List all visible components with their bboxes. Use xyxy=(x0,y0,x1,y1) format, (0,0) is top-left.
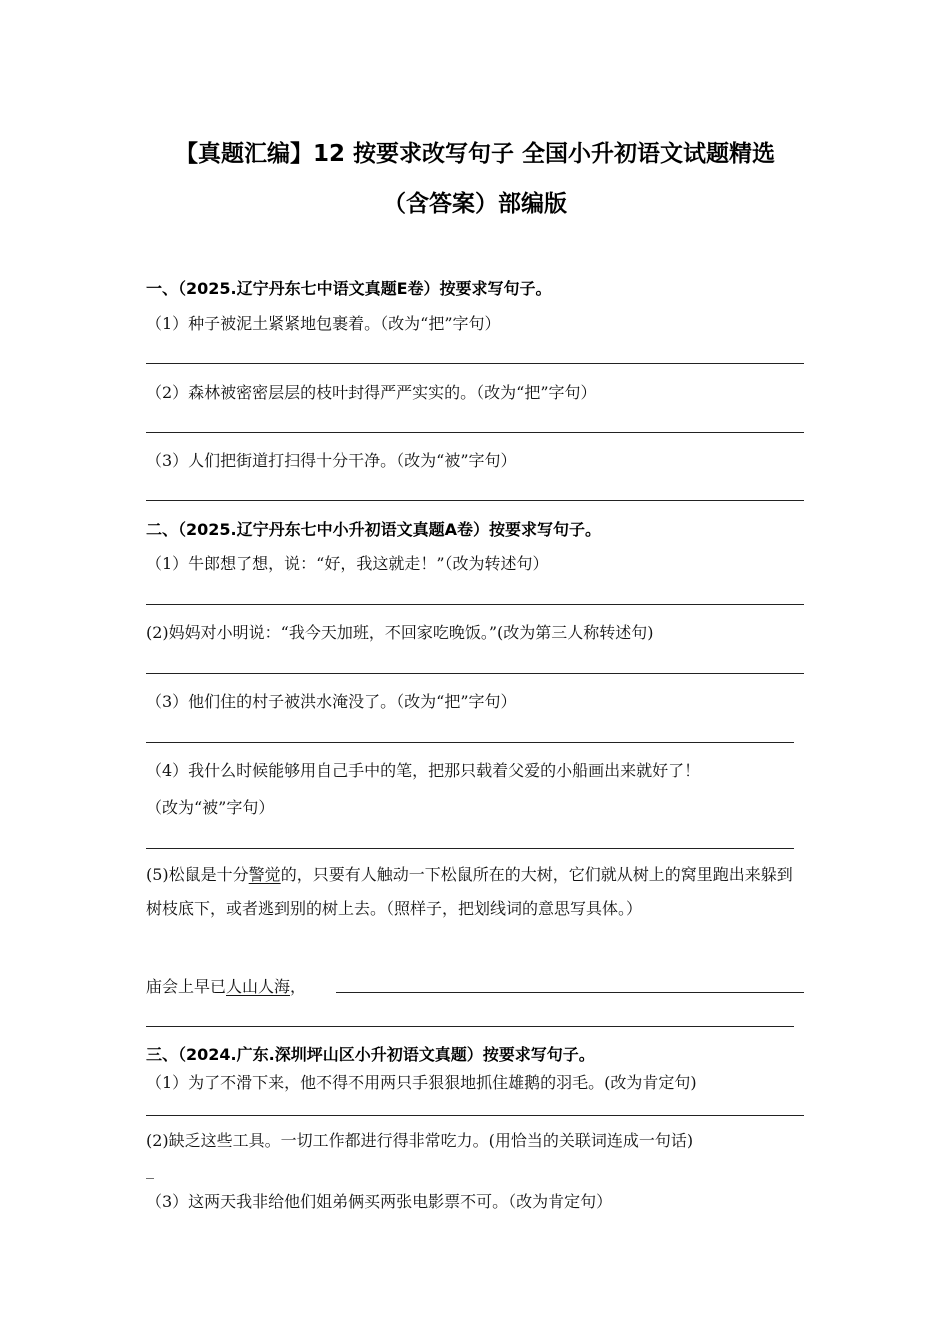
section-3-question-1: （1）为了不滑下来，他不得不用两只手狠狠地抓住雄鹅的羽毛。(改为肯定句) xyxy=(146,1073,697,1092)
section-3-question-3: （3）这两天我非给他们姐弟俩买两张电影票不可。（改为肯定句） xyxy=(146,1192,613,1211)
answer-line[interactable] xyxy=(146,363,804,364)
section-1-question-2: （2）森林被密密层层的枝叶封得严严实实的。（改为“把”字句） xyxy=(146,383,597,402)
answer-line[interactable] xyxy=(146,500,804,501)
section-1-heading: 一、（2025.辽宁丹东七中语文真题E卷）按要求写句子。 xyxy=(146,279,552,298)
section-2-question-4: （4）我什么时候能够用自己手中的笔，把那只载着父爱的小船画出来就好了！ xyxy=(146,761,701,780)
question-5-text-end: 的，只要有人触动一下松鼠所在的大树，它们就从树上的窝里跑出来躲到树枝底下，或者逃到别的树上去。（照样子，把划线词的意思写具体。） xyxy=(146,865,793,918)
example-text-start: 庙会上早已 xyxy=(146,977,227,996)
question-5-example xyxy=(146,974,306,997)
underlined-word: 警觉 xyxy=(248,865,281,884)
answer-line[interactable] xyxy=(146,1115,804,1116)
section-2-question-3: （3）他们住的村子被洪水淹没了。（改为“把”字句） xyxy=(146,692,517,711)
section-2-question-2: (2)妈妈对小明说：“我今天加班，不回家吃晚饭。”(改为第三人称转述句) xyxy=(146,623,654,642)
answer-line[interactable] xyxy=(146,673,804,674)
answer-line[interactable] xyxy=(146,742,794,743)
section-2-question-4-instruction: （改为“被”字句） xyxy=(146,798,275,817)
document-title-line-1: 【真题汇编】12 按要求改写句子 全国小升初语文试题精选 xyxy=(174,141,776,167)
section-2-question-1: （1）牛郎想了想，说：“好，我这就走！”（改为转述句） xyxy=(146,554,549,573)
section-2-question-5 xyxy=(146,858,808,926)
section-3-heading: 三、（2024.广东.深圳坪山区小升初语文真题）按要求写句子。 xyxy=(146,1045,595,1064)
section-3-question-2: (2)缺乏这些工具。一切工作都进行得非常吃力。(用恰当的关联词连成一句话) xyxy=(146,1131,694,1150)
section-2-heading: 二、（2025.辽宁丹东七中小升初语文真题A卷）按要求写句子。 xyxy=(146,520,601,539)
underlined-idiom: 人山人海 xyxy=(226,977,291,996)
section-1-question-1: （1）种子被泥土紧紧地包裹着。（改为“把”字句） xyxy=(146,314,501,333)
answer-line[interactable] xyxy=(146,1026,794,1027)
answer-line[interactable] xyxy=(146,848,794,849)
answer-line[interactable] xyxy=(336,992,804,993)
section-1-question-3: （3）人们把街道打扫得十分干净。（改为“被”字句） xyxy=(146,451,517,470)
question-5-text-start: (5)松鼠是十分 xyxy=(146,865,249,884)
answer-line[interactable] xyxy=(146,432,804,433)
document-title-line-2: （含答案）部编版 xyxy=(383,191,567,217)
section-3-question-2-blank-mark: _ xyxy=(146,1160,154,1179)
answer-line[interactable] xyxy=(146,604,804,605)
example-text-end: ， xyxy=(290,977,307,996)
